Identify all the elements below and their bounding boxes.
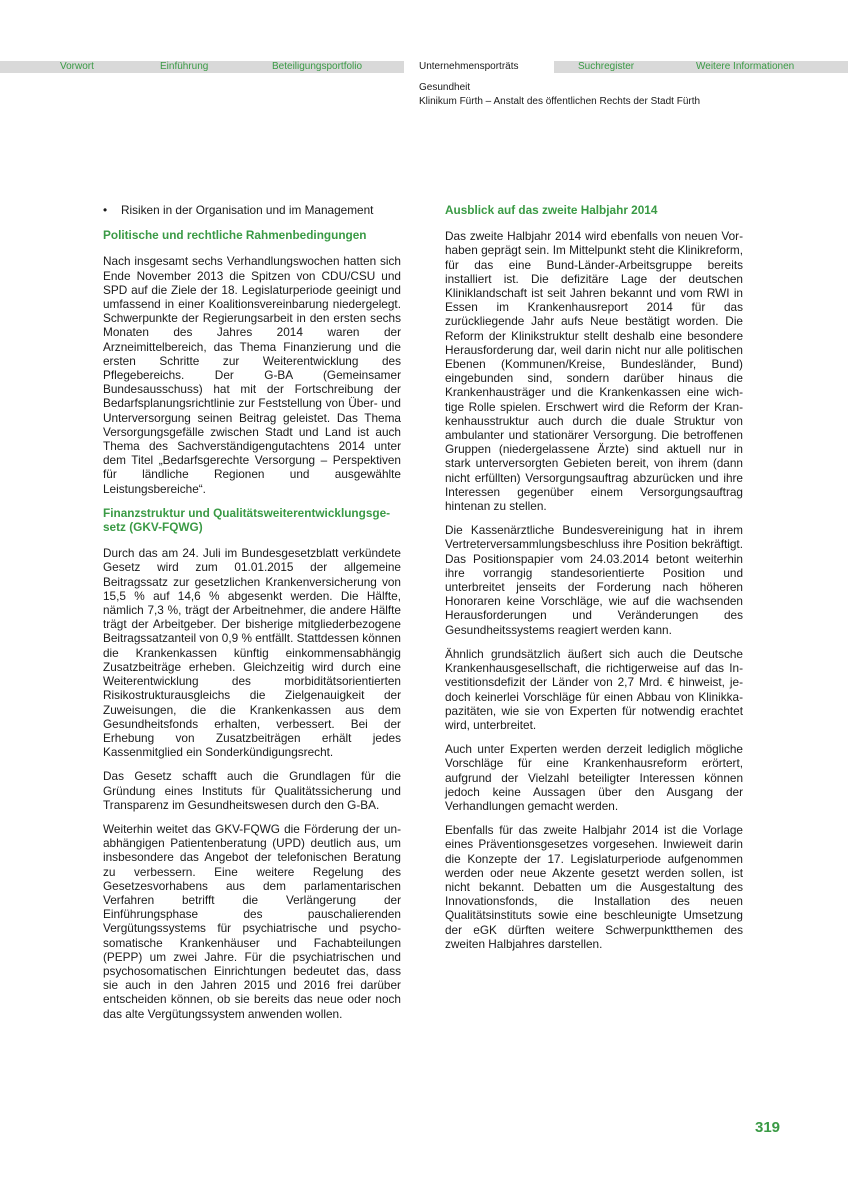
nav-vorwort[interactable]: Vorwort bbox=[60, 61, 94, 72]
paragraph: Weiterhin weitet das GKV-FQWG die Förderung der unabhängigen Patientenberatung (UPD) deutlich aus, um insbesondere das Angebot der telefonischen Beratung zu verbessern. Eine weitere Regelung des Gesetzesvorhabens aus dem parlamentarischen Verfahren betrifft die Verlängerung der Einführungsphase des pauschalierenden Vergütungssystems für psychiatrische und psychosomatische Krankenhäuser und Fachabteilungen (PEPP) um zwei Jahre. Für die psychiatrischen und psychosomatischen Einrichtungen bedeutet das, dass sie auch in den Jahren 2015 und 2016 frei darüber entscheiden können, ob sie bereits das neue oder noch das alte Vergütungssystem anwenden wollen. bbox=[103, 821, 401, 1021]
left-column bbox=[103, 203, 401, 1031]
nav-beteiligungsportfolio[interactable]: Beteiligungsportfolio bbox=[272, 61, 363, 72]
paragraph: Auch unter Experten werden derzeit lediglich mögliche Vorschläge für eine Krankenhausreform erörtert, aufgrund der Vielzahl beteiligter Interessen können jedoch keine Aussagen über den Ausgang der Verhandlungen gemacht werden. bbox=[445, 742, 743, 813]
breadcrumb-entity: Klinikum Fürth – Anstalt des öffentlichen Rechts der Stadt Fürth bbox=[419, 96, 701, 107]
heading-politische-rahmenbedingungen: Politische und rechtliche Rahmenbedingungen bbox=[103, 228, 367, 243]
nav-suchregister[interactable]: Suchregister bbox=[578, 61, 635, 72]
paragraph: Die Kassenärztliche Bundesvereinigung hat in ihrem Vertreterversammlungsbeschluss ihre Position bekräftigt. Das Positionspapier vom 24.03.2014 betont weiterhin ihre vorrangig standesorientierte Position und unterbreitet jenseits der Forderung nach höheren Honoraren keine Vorschläge, wie auf die wachsenden Herausforderungen und Veränderungen des Gesundheitssystems reagiert werden kann. bbox=[445, 523, 743, 637]
paragraph: Das zweite Halbjahr 2014 wird ebenfalls von neuen Vorhaben geprägt sein. Im Mittelpunkt steht die Klinikreform, für das eine Bund-Länder-Arbeitsgruppe bereits installiert ist. Die defizitäre Lage der deutschen Kliniklandschaft ist seit Jahren bekannt und vom RWI in Essen im Krankenhausreport 2014 für das zurückliegende Jahr aufs Neue bestätigt worden. Die Reform der Klinikstruktur stellt deshalb eine besondere Herausforderung dar, weil darin nicht nur alle politischen Ebenen (Kommunen/Kreise, Bundesländer, Bund) eingebunden sind, sondern darüber hinaus die Krankenhausträger und die Krankenkassen eine wichtige Rolle spielen. Erschwert wird die Reform der Krankenhausstruktur auch durch die duale Struktur von ambulanter und stationärer Versorgung. Die betroffenen Gruppen (niedergelassene Ärzte) sind aktuell nur in stark unterversorgten Gebieten bereit, von ihrem (dann nicht erfüllten) Versorgungsauftrag abzurücken und ihre Interessen gegenüber einem Versorgungsauftrag hintenan zu stellen. bbox=[445, 229, 743, 514]
bullet-text: Risiken in der Organisation und im Management bbox=[121, 203, 374, 217]
nav-weitere-informationen[interactable]: Weitere Informationen bbox=[696, 61, 795, 72]
page-number: 319 bbox=[755, 1119, 781, 1136]
right-column bbox=[445, 203, 743, 961]
bullet-icon: • bbox=[103, 203, 108, 217]
paragraph: Ähnlich grundsätzlich äußert sich auch die Deutsche Krankenhausgesellschaft, die richtigerweise auf das Investitionsdefizit der Länder von 2,7 Mrd. € hinweist, jedoch keinerlei Vorschläge für einen Abbau von Klinikkapazitäten, wie sie von Experten für notwendig erachtet wird, unterbreitet. bbox=[445, 646, 743, 732]
paragraph: Durch das am 24. Juli im Bundesgesetzblatt verkündete Gesetz wird zum 01.01.2015 der allgemeine Beitragssatz zur gesetzlichen Krankenversicherung von 15,5 % auf 14,6 % abgesenkt werden. Die Hälfte, nämlich 7,3 %, trägt der Arbeitnehmer, die andere Hälfte trägt der Arbeitgeber. Der bisherige mitgliederbezogene Beitragssatzanteil von 0,9 % entfällt. Stattdessen können die Krankenkassen künftig einkommensabhängig Zusatzbeiträge erheben. Gleichzeitig wird durch eine Weiterentwicklung des morbiditätsorientierten Risikostrukturausgleichs die Zielgenauigkeit der Zuweisungen, die die Krankenkassen aus dem Gesundheitsfonds erhalten, verbessert. Bei der Erhebung von Zusatzbeiträgen erhält jedes Kassenmitglied ein Sonderkündigungsrecht. bbox=[103, 546, 401, 760]
breadcrumb-section: Gesundheit bbox=[419, 82, 471, 93]
paragraph: Das Gesetz schafft auch die Grundlagen für die Gründung eines Instituts für Qualitätssicherung und Transparenz im Gesundheitswesen durch den G-BA. bbox=[103, 769, 401, 812]
paragraph: Nach insgesamt sechs Verhandlungswochen hatten sich Ende November 2013 die Spitzen von CDU/CSU und SPD auf die Ziele der 18. Legislaturperiode geeinigt und umfassend in einer Koalitionsvereinbarung niedergelegt. Schwerpunkte der Regierungsarbeit in den ersten sechs Monaten des Jahres 2014 waren der Arzneimittelbereich, das Thema Finanzierung und die ersten Schritte zur Weiterentwicklung des Pflegebereichs. Der G-BA (Gemeinsamer Bundesausschuss) hat mit der Fortschreibung der Bedarfsplanungsrichtlinie zur Feststellung von Über- und Unterversorgung seinen Beitrag geleistet. Das Thema Versorgungsgefälle zwischen Stadt und Land ist auch Thema des Sachverständigengutachtens 2014 unter dem Titel „Bedarfsgerechte Versorgung – Perspektiven für ländliche Regionen und ausgewählte Leistungsbereiche“. bbox=[103, 254, 401, 496]
nav-unternehmensportraets[interactable]: Unternehmensporträts bbox=[419, 61, 519, 72]
bullet-item bbox=[103, 203, 401, 217]
nav-unternehmensportraets-tab[interactable] bbox=[404, 61, 554, 73]
heading-gkv-fqwg: Finanzstruktur und Qualitätsweiterentwicklungsgesetz (GKV-FQWG) bbox=[103, 505, 391, 535]
heading-ausblick: Ausblick auf das zweite Halbjahr 2014 bbox=[445, 203, 658, 217]
nav-einfuehrung[interactable]: Einführung bbox=[160, 61, 209, 72]
paragraph: Ebenfalls für das zweite Halbjahr 2014 ist die Vorlage eines Präventionsgesetzes vorgesehen. Inwieweit darin die Konzepte der 17. Legislaturperiode aufgenommen werden oder neue Akzente gesetzt werden sollen, ist nicht bekannt. Debatten um die Ausgestaltung des Innovationsfonds, die Installation des neuen Qualitätsinstituts sowie eine beschleunigte Umsetzung der eGK dürften weitere Schwerpunktthemen des zweiten Halbjahres darstellen. bbox=[445, 823, 743, 951]
